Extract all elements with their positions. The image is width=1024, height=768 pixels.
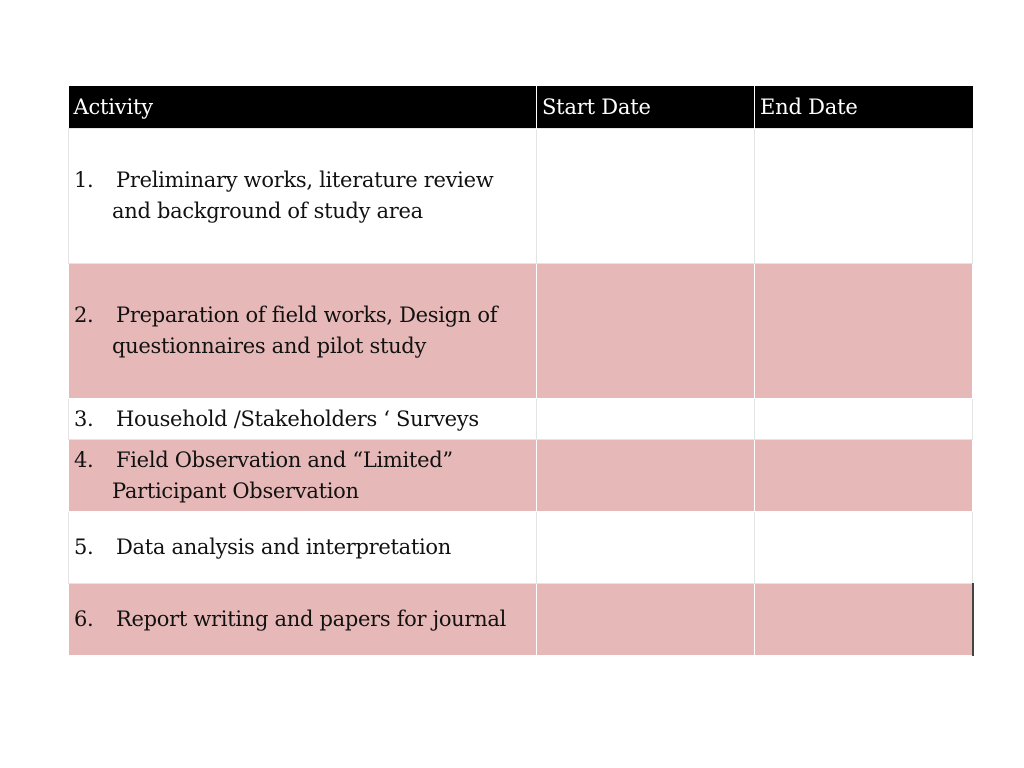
end-date-cell — [755, 264, 973, 399]
table-row — [69, 399, 973, 440]
start-date-cell — [537, 512, 755, 584]
end-date-cell — [755, 584, 973, 656]
activity-text: Data analysis and interpretation — [116, 535, 451, 559]
activity-text: Report writing and papers for journal — [116, 607, 507, 631]
activity-cell — [69, 584, 537, 656]
activity-cell — [69, 440, 537, 512]
activity-cell — [69, 264, 537, 399]
activity-number: 5. — [74, 535, 94, 559]
start-date-cell — [537, 584, 755, 656]
activity-number: 3. — [74, 406, 94, 431]
table-row — [69, 584, 973, 656]
header-activity: Activity — [69, 86, 537, 129]
table-header-row — [69, 86, 973, 129]
start-date-cell — [537, 264, 755, 399]
table-row — [69, 512, 973, 584]
activity-text: Preparation of field works, Design of questionnaires and pilot study — [112, 303, 498, 358]
table-row — [69, 129, 973, 264]
activity-number: 6. — [74, 607, 94, 631]
activity-text: Preliminary works, literature review and background of study area — [112, 168, 494, 223]
end-date-cell — [755, 399, 973, 440]
activity-number: 2. — [74, 303, 94, 327]
start-date-cell — [537, 399, 755, 440]
activity-cell — [69, 399, 537, 440]
activity-text: Household /Stakeholders ‘ Surveys — [116, 406, 479, 431]
end-date-cell — [755, 129, 973, 264]
activity-schedule-table — [68, 86, 974, 656]
activity-cell — [69, 129, 537, 264]
start-date-cell — [537, 440, 755, 512]
end-date-cell — [755, 512, 973, 584]
start-date-cell — [537, 129, 755, 264]
activity-cell — [69, 512, 537, 584]
header-end-date: End Date — [755, 86, 973, 129]
table-row — [69, 264, 973, 399]
table-row — [69, 440, 973, 512]
header-start-date: Start Date — [537, 86, 755, 129]
activity-number: 1. — [74, 168, 94, 192]
activity-number: 4. — [74, 447, 94, 472]
end-date-cell — [755, 440, 973, 512]
activity-text: Field Observation and “Limited” Participant Observation — [112, 447, 453, 503]
